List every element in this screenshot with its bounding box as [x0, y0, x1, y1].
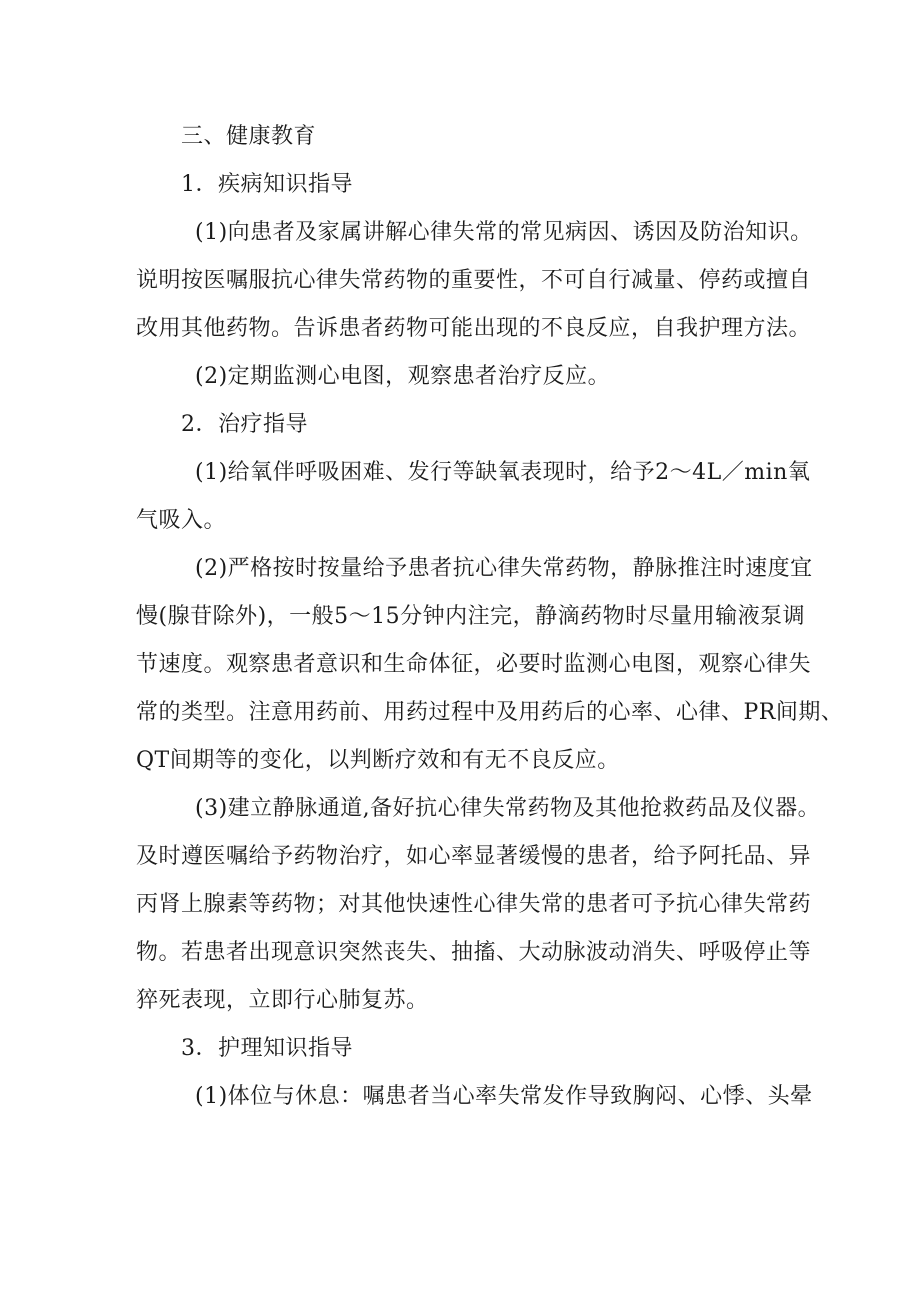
paragraph-line: (2)定期监测心电图，观察患者治疗反应。 — [195, 364, 611, 389]
paragraph-line: 节速度。观察患者意识和生命体征，必要时监测心电图，观察心律失 — [136, 652, 812, 677]
paragraph-line: 物。若患者出现意识突然丧失、抽搐、大动脉波动消失、呼吸停止等 — [136, 940, 812, 965]
paragraph-line: 说明按医嘱服抗心律失常药物的重要性，不可自行减量、停药或擅自 — [136, 268, 812, 293]
paragraph-line: (3)建立静脉通道,备好抗心律失常药物及其他抢救药品及仪器。 — [195, 796, 821, 821]
subsection-heading-1: 1．疾病知识指导 — [181, 172, 353, 197]
paragraph-line: 及时遵医嘱给予药物治疗，如心率显著缓慢的患者，给予阿托品、异 — [136, 844, 812, 869]
paragraph-line: 改用其他药物。告诉患者药物可能出现的不良反应，自我护理方法。 — [136, 316, 812, 341]
paragraph-line: (1)给氧伴呼吸困难、发行等缺氧表现时，给予2～4L／min氧 — [195, 460, 811, 485]
paragraph-line: 气吸入。 — [136, 508, 227, 533]
paragraph-line: 猝死表现，立即行心肺复苏。 — [136, 988, 429, 1013]
paragraph-line: 丙肾上腺素等药物；对其他快速性心律失常的患者可予抗心律失常药 — [136, 892, 812, 917]
paragraph-line: 常的类型。注意用药前、用药过程中及用药后的心率、心律、PR间期、 — [136, 700, 844, 725]
subsection-heading-3: 3．护理知识指导 — [181, 1036, 353, 1061]
paragraph-line: (2)严格按时按量给予患者抗心律失常药物，静脉推注时速度宜 — [195, 556, 813, 581]
section-title: 三、健康教育 — [181, 124, 317, 149]
paragraph-line: QT间期等的变化，以判断疗效和有无不良反应。 — [136, 748, 620, 773]
subsection-heading-2: 2．治疗指导 — [181, 412, 308, 437]
paragraph-line: (1)向患者及家属讲解心律失常的常见病因、诱因及防治知识。 — [195, 220, 813, 245]
paragraph-line: (1)体位与休息：嘱患者当心率失常发作导致胸闷、心悸、头晕 — [195, 1084, 813, 1109]
paragraph-line: 慢(腺苷除外)，一般5～15分钟内注完，静滴药物时尽量用输液泵调 — [136, 604, 806, 629]
